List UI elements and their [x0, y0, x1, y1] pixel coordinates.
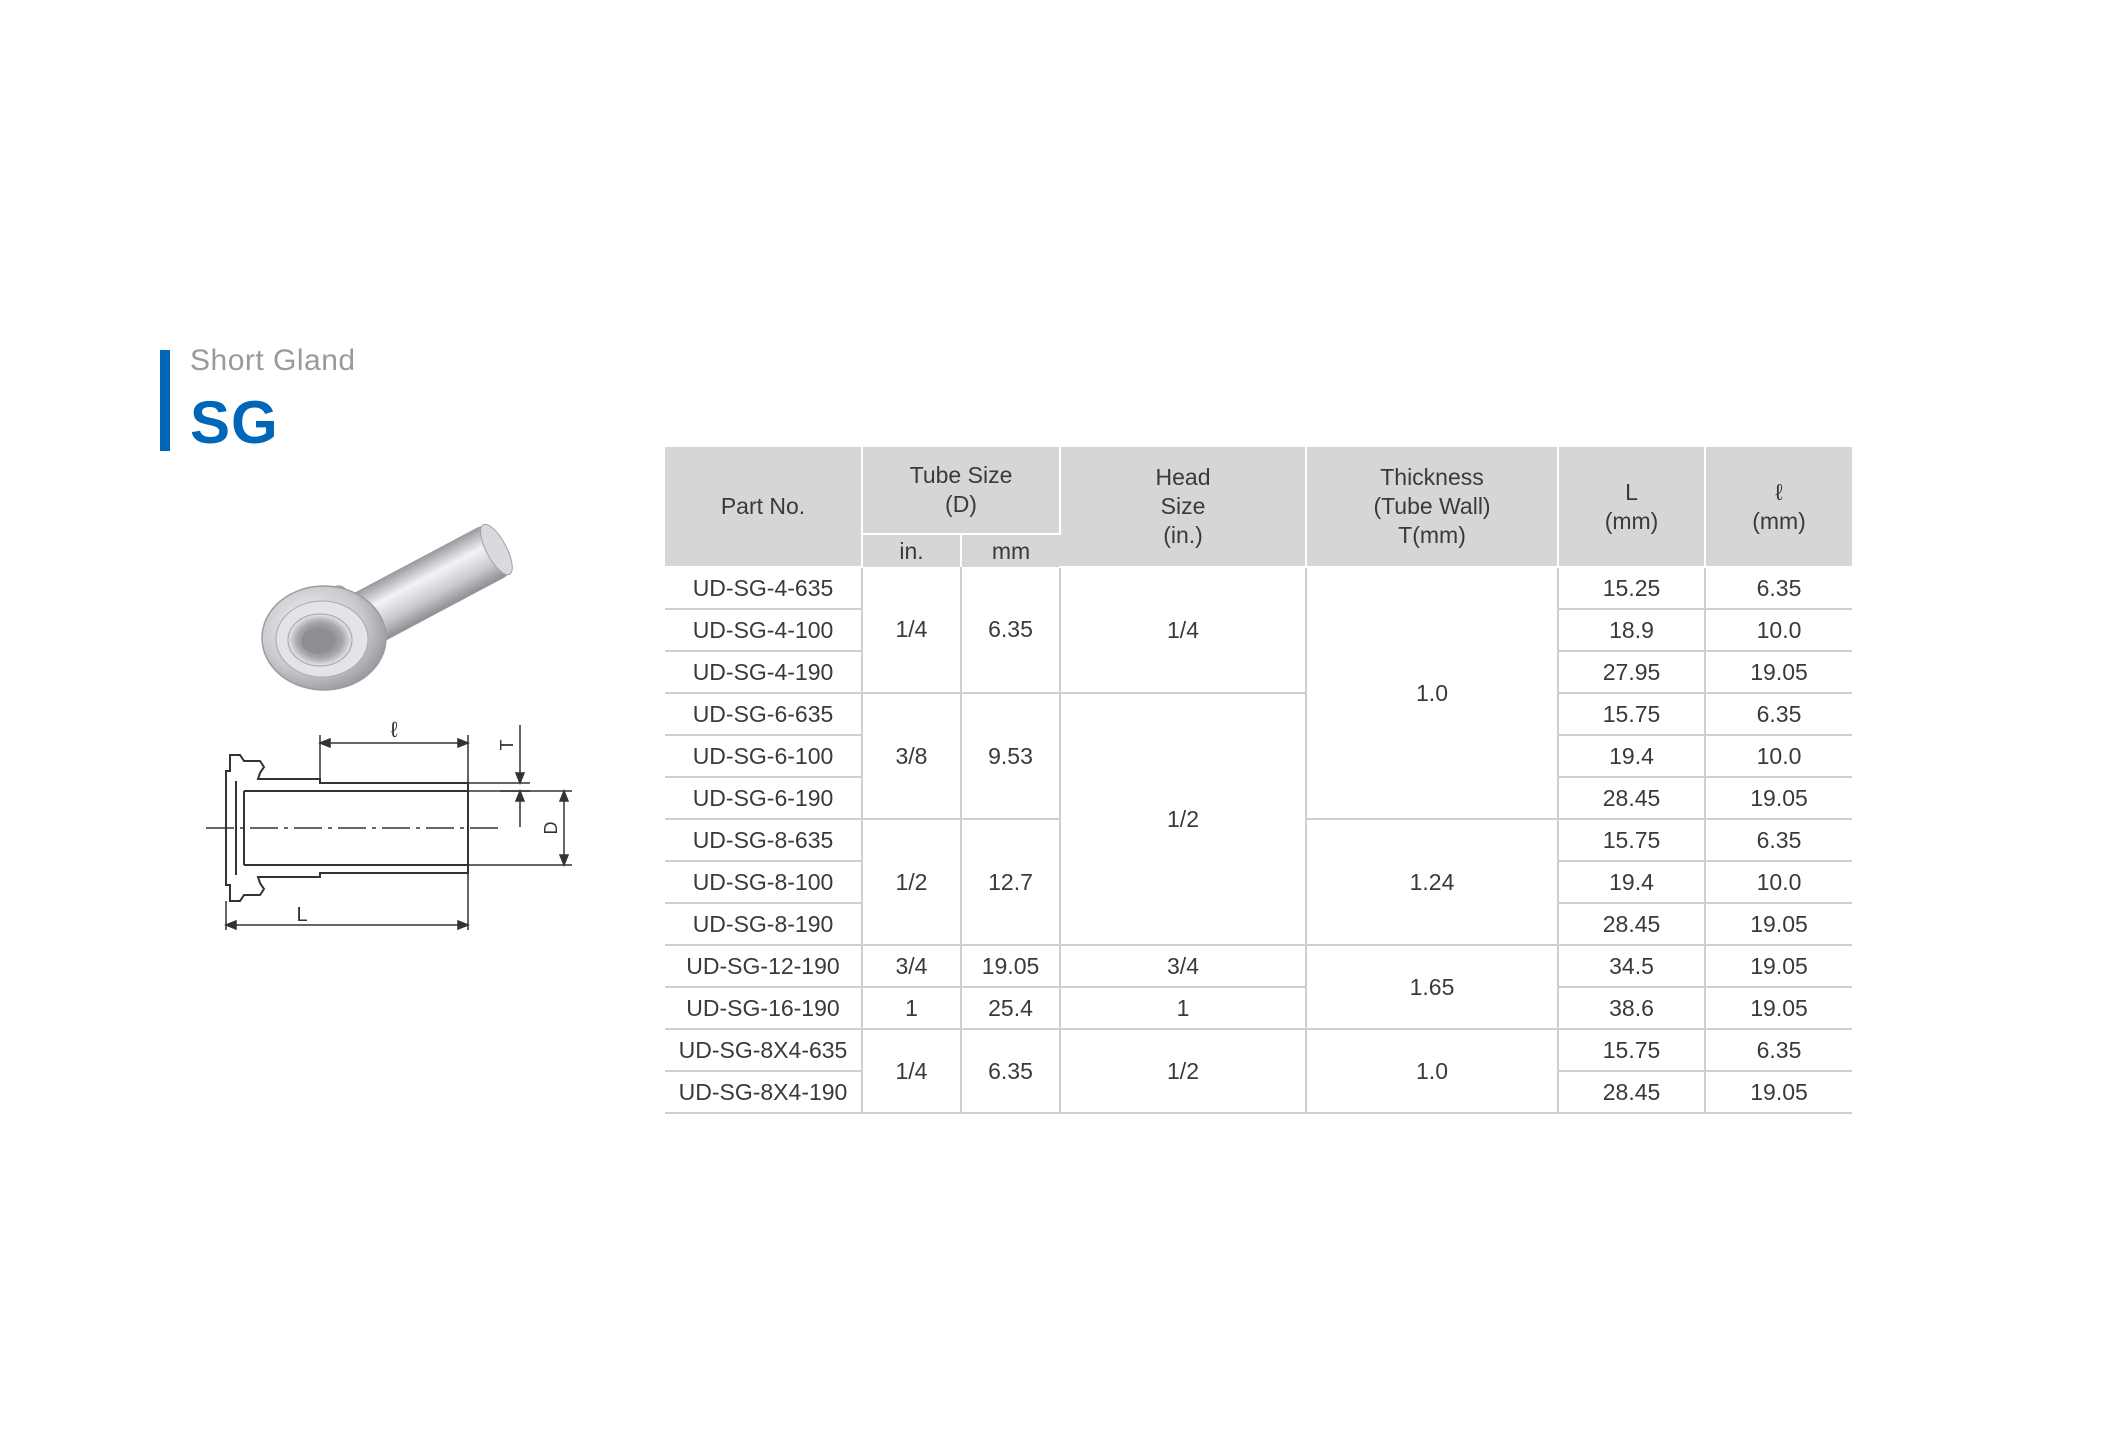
cell-tube-in: 1/4 — [862, 567, 961, 693]
cell-l-small: 10.0 — [1705, 609, 1852, 651]
spec-table — [665, 447, 1852, 1114]
dimension-drawing — [200, 715, 580, 945]
cell-tube-mm: 25.4 — [961, 987, 1060, 1029]
cell-part-no: UD-SG-8X4-635 — [665, 1029, 862, 1071]
dim-label-l: L — [296, 904, 308, 926]
cell-tube-mm: 12.7 — [961, 819, 1060, 945]
cell-l: 28.45 — [1558, 777, 1705, 819]
dim-label-t: T — [497, 739, 517, 751]
product-subtitle: Short Gland — [190, 344, 356, 377]
cell-part-no: UD-SG-4-100 — [665, 609, 862, 651]
cell-tube-in: 3/8 — [862, 693, 961, 819]
cell-l: 27.95 — [1558, 651, 1705, 693]
cell-tube-in: 1/4 — [862, 1029, 961, 1113]
cell-l-small: 6.35 — [1705, 567, 1852, 609]
cell-thickness: 1.65 — [1306, 945, 1558, 1029]
cell-head-size: 3/4 — [1060, 945, 1306, 987]
cell-part-no: UD-SG-4-635 — [665, 567, 862, 609]
cell-l-small: 19.05 — [1705, 651, 1852, 693]
cell-l: 19.4 — [1558, 861, 1705, 903]
title-accent-bar — [160, 350, 170, 451]
dim-label-l-small: ℓ — [390, 717, 398, 742]
cell-tube-mm: 6.35 — [961, 1029, 1060, 1113]
cell-part-no: UD-SG-8X4-190 — [665, 1071, 862, 1113]
table-row — [665, 693, 1852, 735]
cell-tube-in: 1 — [862, 987, 961, 1029]
cell-thickness: 1.0 — [1306, 567, 1558, 819]
cell-l-small: 19.05 — [1705, 1071, 1852, 1113]
cell-l-small: 19.05 — [1705, 945, 1852, 987]
cell-tube-mm: 9.53 — [961, 693, 1060, 819]
table-row — [665, 1029, 1852, 1071]
cell-l-small: 6.35 — [1705, 819, 1852, 861]
header-part-no: Part No. — [665, 447, 862, 567]
cell-tube-mm: 6.35 — [961, 567, 1060, 693]
header-tube-in: in. — [862, 534, 961, 567]
cell-part-no: UD-SG-6-100 — [665, 735, 862, 777]
cell-l: 15.75 — [1558, 693, 1705, 735]
cell-part-no: UD-SG-8-635 — [665, 819, 862, 861]
cell-l: 34.5 — [1558, 945, 1705, 987]
cell-l-small: 19.05 — [1705, 777, 1852, 819]
short-gland-photo — [252, 518, 522, 698]
cell-l-small: 10.0 — [1705, 861, 1852, 903]
header-tube-mm: mm — [961, 534, 1060, 567]
header-tube-size: Tube Size (D) — [862, 447, 1060, 534]
cell-head-size: 1 — [1060, 987, 1306, 1029]
cell-part-no: UD-SG-12-190 — [665, 945, 862, 987]
table-row — [665, 987, 1852, 1029]
cell-tube-in: 3/4 — [862, 945, 961, 987]
cell-head-size: 1/2 — [1060, 693, 1306, 945]
cell-l-small: 19.05 — [1705, 987, 1852, 1029]
cell-l: 28.45 — [1558, 903, 1705, 945]
product-title: SG — [190, 389, 279, 456]
cell-l-small: 19.05 — [1705, 903, 1852, 945]
cell-l: 28.45 — [1558, 1071, 1705, 1113]
cell-l: 15.75 — [1558, 1029, 1705, 1071]
cell-tube-mm: 19.05 — [961, 945, 1060, 987]
cell-part-no: UD-SG-8-100 — [665, 861, 862, 903]
cell-l: 18.9 — [1558, 609, 1705, 651]
cell-l: 15.75 — [1558, 819, 1705, 861]
cell-part-no: UD-SG-6-190 — [665, 777, 862, 819]
dim-label-d: D — [541, 821, 561, 835]
cell-l: 19.4 — [1558, 735, 1705, 777]
cell-tube-in: 1/2 — [862, 819, 961, 945]
header-l-small: ℓ (mm) — [1705, 447, 1852, 567]
cell-l: 38.6 — [1558, 987, 1705, 1029]
cell-l: 15.25 — [1558, 567, 1705, 609]
header-l: L (mm) — [1558, 447, 1705, 567]
cell-l-small: 6.35 — [1705, 693, 1852, 735]
table-row — [665, 567, 1852, 609]
cell-part-no: UD-SG-8-190 — [665, 903, 862, 945]
cell-l-small: 6.35 — [1705, 1029, 1852, 1071]
cell-part-no: UD-SG-4-190 — [665, 651, 862, 693]
cell-part-no: UD-SG-16-190 — [665, 987, 862, 1029]
header-head-size: Head Size (in.) — [1060, 447, 1306, 567]
table-row — [665, 945, 1852, 987]
cell-thickness: 1.24 — [1306, 819, 1558, 945]
cell-head-size: 1/2 — [1060, 1029, 1306, 1113]
cell-head-size: 1/4 — [1060, 567, 1306, 693]
cell-l-small: 10.0 — [1705, 735, 1852, 777]
cell-thickness: 1.0 — [1306, 1029, 1558, 1113]
cell-part-no: UD-SG-6-635 — [665, 693, 862, 735]
header-thickness: Thickness (Tube Wall) T(mm) — [1306, 447, 1558, 567]
